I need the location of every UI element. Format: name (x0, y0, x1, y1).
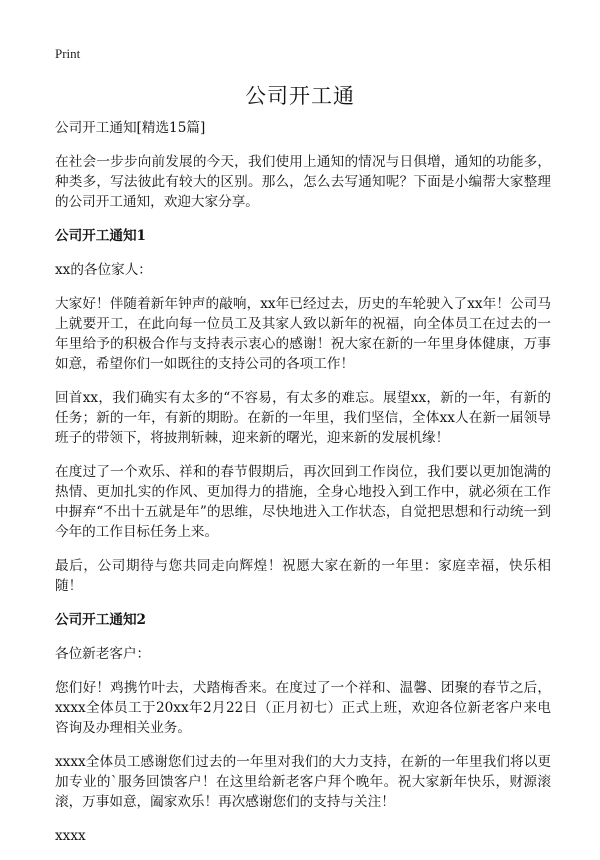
body-paragraph: 您们好！鸡携竹叶去，犬踏梅香来。在度过了一个祥和、温馨、团聚的春节之后，xxxx全体员工于20xx年2月22日（正月初七）正式上班，欢迎各位新老客户来电咨询及办理相关业务。 (55, 680, 551, 736)
print-link[interactable]: Print (55, 46, 81, 61)
salutation: 各位新老客户： (55, 646, 151, 662)
section-heading: 公司开工通知1 (55, 228, 147, 244)
document-body (55, 118, 551, 860)
body-paragraph: 大家好！伴随着新年钟声的敲响，xx年已经过去，历史的车轮驶入了xx年！公司马上就要开工，在此向每一位员工及其家人致以新年的祝福，向全体员工在过去的一年里给予的积极合作与支持表示衷心的感谢！祝大家在新的一年里身体健康，万事如意，希望你们一如既往的支持公司的各项工作！ (55, 296, 551, 372)
body-paragraph: 在度过了一个欢乐、祥和的春节假期后，再次回到工作岗位，我们要以更加饱满的热情、更加扎实的作风、更加得力的措施，全身心地投入到工作中，就必须在工作中摒弃“不出十五就是年”的思维，尽快地进入工作状态，自觉把思想和行动统一到今年的工作目标任务上来。 (55, 464, 551, 540)
body-paragraph: 回首xx，我们确实有太多的“不容易，有太多的难忘。展望xx，新的一年，有新的任务；新的一年，有新的期盼。在新的一年里，我们坚信，全体xx人在新一届领导班子的带领下，将披荆斩棘，迎来新的曙光，迎来新的发展机缘！ (55, 390, 551, 446)
intro-paragraph: 在社会一步步向前发展的今天，我们使用上通知的情况与日俱增，通知的功能多，种类多，写法彼此有较大的区别。那么，怎么去写通知呢？下面是小编帮大家整理的公司开工通知，欢迎大家分享。 (55, 154, 551, 210)
section-heading: 公司开工通知2 (55, 612, 147, 628)
section-2 (55, 610, 551, 846)
section-1 (55, 226, 551, 596)
closing-paragraph: 最后，公司期待与您共同走向辉煌！祝愿大家在新的一年里：家庭幸福，快乐相随！ (55, 558, 551, 594)
salutation: xx的各位家人： (55, 262, 152, 278)
document-subtitle: 公司开工通知[精选15篇] (55, 120, 206, 136)
body-paragraph: xxxx全体员工感谢您们过去的一年里对我们的大力支持，在新的一年里我们将以更加专业的`服务回馈客户！在这里给新老客户拜个晚年。祝大家新年快乐，财源滚滚，万事如意，阖家欢乐！再次感谢您们的支持与关注！ (55, 754, 551, 810)
signature: xxxx (55, 828, 86, 844)
page-title: 公司开工通 (245, 84, 355, 108)
